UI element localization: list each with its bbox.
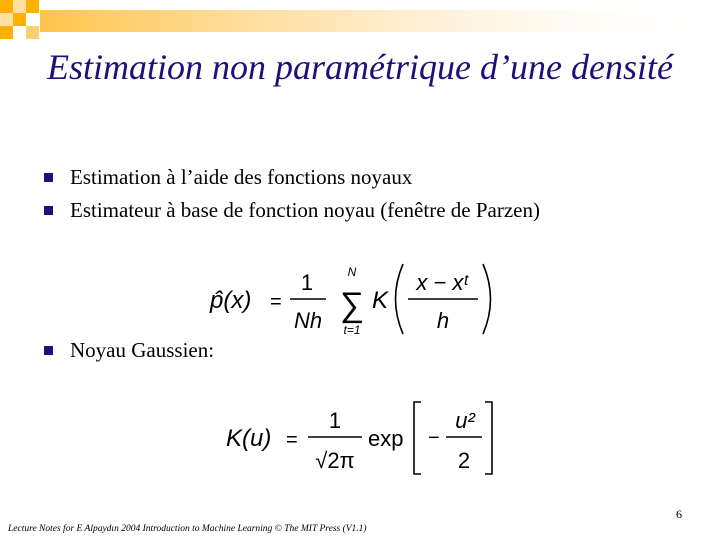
bullet-item: [44, 197, 540, 223]
left-paren-icon: [396, 264, 404, 334]
right-bracket-icon: [485, 402, 492, 474]
formula-lhs: p̂(x): [210, 287, 252, 314]
page-number: 6: [676, 507, 682, 521]
slide-title: Estimation non paramétrique d’une densité: [47, 47, 673, 87]
bullet-item: [44, 337, 214, 363]
formula-equals: =: [286, 429, 298, 451]
bullet-text: Noyau Gaussien:: [70, 338, 215, 362]
bullet-item: [44, 164, 412, 190]
bullet-text: Estimateur à base de fonction noyau (fenêtre de Parzen): [70, 198, 540, 222]
frac-numerator: 1: [300, 270, 314, 295]
parzen-formula: [200, 258, 500, 345]
arg-denominator: h: [436, 308, 450, 333]
minus-sign: −: [428, 427, 440, 449]
left-bracket-icon: [414, 402, 421, 474]
bullet-text: Estimation à l’aide des fonctions noyaux: [70, 165, 413, 189]
arg-numerator: u²: [455, 408, 475, 433]
square-bullet-icon: [44, 206, 53, 215]
right-paren-icon: [483, 264, 491, 334]
sum-icon: ∑: [339, 286, 365, 324]
footer-credit: Lecture Notes for E Alpaydın 2004 Introduction to Machine Learning © The MIT Press (V1.1): [8, 524, 367, 534]
header-decoration: [0, 0, 720, 50]
square-bullet-icon: [44, 173, 53, 182]
kernel-symbol: K: [372, 287, 389, 314]
arg-numerator: x − xᵗ: [416, 270, 468, 295]
frac-denominator: √2π: [315, 448, 355, 473]
sum-upper-limit: N: [347, 265, 357, 279]
sum-lower-limit: t=1: [343, 323, 361, 337]
formula-lhs: K(u): [226, 425, 272, 452]
arg-denominator: 2: [457, 448, 471, 473]
exp-function: exp: [368, 426, 404, 451]
gaussian-formula: [220, 398, 510, 485]
square-bullet-icon: [44, 346, 53, 355]
frac-numerator: 1: [328, 408, 342, 433]
frac-denominator: Nh: [293, 308, 323, 333]
formula-equals: =: [270, 291, 282, 313]
